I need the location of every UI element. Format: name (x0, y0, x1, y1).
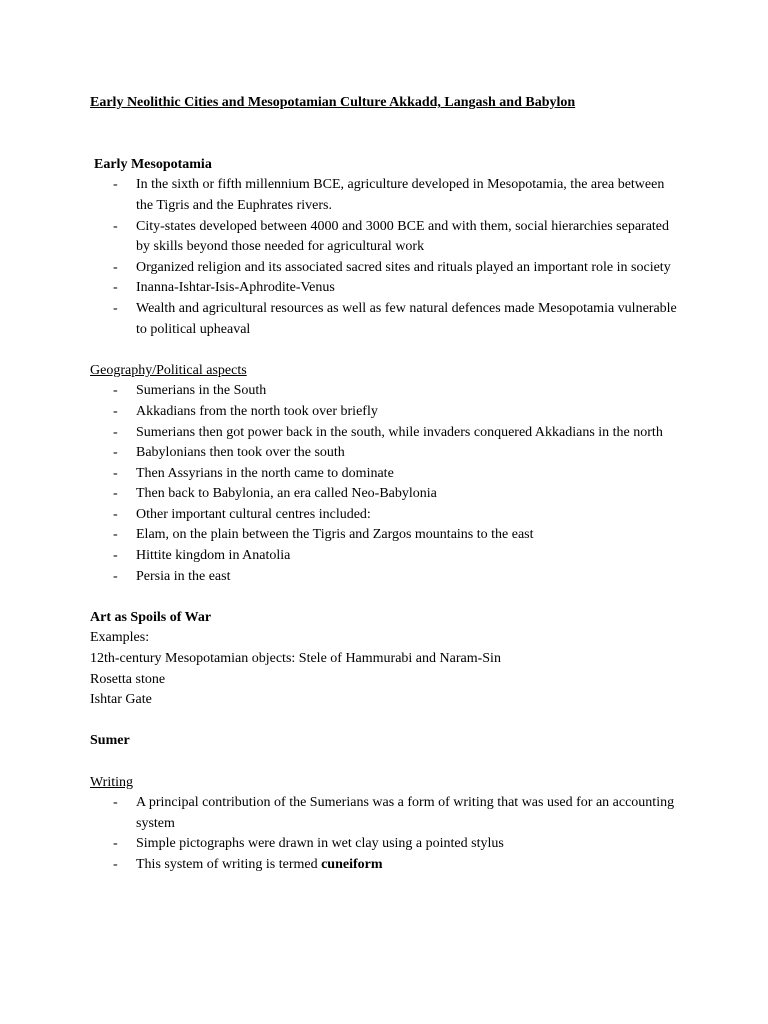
dash-marker: - (113, 383, 118, 399)
spoils-line: Ishtar Gate (90, 692, 152, 708)
dash-marker: - (113, 856, 118, 872)
list-item-text: Hittite kingdom in Anatolia (136, 548, 291, 564)
spoils-line: Examples: (90, 630, 150, 646)
spacer (90, 711, 680, 732)
list-item-text: Sumerians then got power back in the south, while invaders conquered Akkadians in the north (136, 424, 663, 440)
spacer (90, 752, 680, 773)
document-page (90, 93, 680, 876)
dash-marker: - (113, 836, 118, 852)
dash-marker: - (113, 527, 118, 543)
dash-marker: - (113, 424, 118, 440)
dash-marker: - (113, 465, 118, 481)
list-item (90, 443, 680, 464)
dash-marker: - (113, 486, 118, 502)
list-item (90, 464, 680, 485)
cuneiform-term: cuneiform (321, 856, 383, 872)
dash-marker: - (113, 177, 118, 193)
dash-marker: - (113, 445, 118, 461)
list-item (90, 175, 680, 216)
list-item (90, 299, 680, 340)
list-item-text: City-states developed between 4000 and 3000 BCE and with them, social hierarchies separated by skills beyond those needed for agricultural work (136, 218, 670, 255)
list-item (90, 484, 680, 505)
list-item (90, 402, 680, 423)
list-item-text: This system of writing is termed (136, 856, 322, 872)
list-item (90, 505, 680, 526)
list-item-text: Inanna-Ishtar-Isis-Aphrodite-Venus (136, 280, 335, 296)
list-item (90, 525, 680, 546)
list-item-text: Then back to Babylonia, an era called Neo-Babylonia (136, 486, 437, 502)
spacer (90, 340, 680, 361)
spacer (90, 587, 680, 608)
dash-marker: - (113, 795, 118, 811)
early-mesopotamia-list (90, 175, 680, 340)
dash-marker: - (113, 568, 118, 584)
list-item-text: Simple pictographs were drawn in wet clay using a pointed stylus (136, 836, 504, 852)
writing-list (90, 793, 680, 875)
spoils-line: Rosetta stone (90, 671, 166, 687)
list-item (90, 855, 680, 876)
list-item (90, 423, 680, 444)
list-item-text: Persia in the east (136, 568, 231, 584)
list-item (90, 834, 680, 855)
list-item (90, 278, 680, 299)
geography-list (90, 381, 680, 587)
section-heading-spoils: Art as Spoils of War (90, 609, 212, 625)
list-item (90, 381, 680, 402)
document-title: Early Neolithic Cities and Mesopotamian Culture Akkadd, Langash and Babylon (90, 95, 576, 110)
list-item (90, 793, 680, 834)
list-item-text: A principal contribution of the Sumerians was a form of writing that was used for an accounting system (136, 795, 675, 831)
dash-marker: - (113, 506, 118, 522)
list-item (90, 217, 680, 258)
list-item-text: Other important cultural centres included: (136, 506, 371, 522)
dash-marker: - (113, 280, 118, 296)
list-item-text: Wealth and agricultural resources as well as few natural defences made Mesopotamia vulnerable to political upheaval (136, 300, 677, 337)
dash-marker: - (113, 548, 118, 564)
dash-marker: - (113, 218, 118, 234)
list-item-text: Organized religion and its associated sacred sites and rituals played an important role in society (136, 259, 671, 275)
section-heading-writing: Writing (90, 774, 133, 790)
list-item-text: Then Assyrians in the north came to dominate (136, 465, 394, 481)
dash-marker: - (113, 403, 118, 419)
dash-marker: - (113, 259, 118, 275)
list-item-text: Akkadians from the north took over briefly (136, 403, 378, 419)
list-item (90, 258, 680, 279)
spacer (90, 114, 680, 155)
list-item (90, 546, 680, 567)
section-heading-early-mesopotamia: Early Mesopotamia (94, 156, 212, 172)
list-item-text: In the sixth or fifth millennium BCE, agriculture developed in Mesopotamia, the area between the Tigris and the Euphrates rivers. (136, 177, 665, 213)
dash-marker: - (113, 300, 118, 316)
list-item-text: Elam, on the plain between the Tigris and Zargos mountains to the east (136, 527, 534, 543)
list-item-text: Babylonians then took over the south (136, 445, 345, 461)
section-heading-geography: Geography/Political aspects (90, 362, 247, 378)
section-heading-sumer: Sumer (90, 733, 130, 749)
list-item-text: Sumerians in the South (136, 383, 267, 399)
spoils-line: 12th-century Mesopotamian objects: Stele of Hammurabi and Naram-Sin (90, 651, 501, 667)
list-item (90, 567, 680, 588)
